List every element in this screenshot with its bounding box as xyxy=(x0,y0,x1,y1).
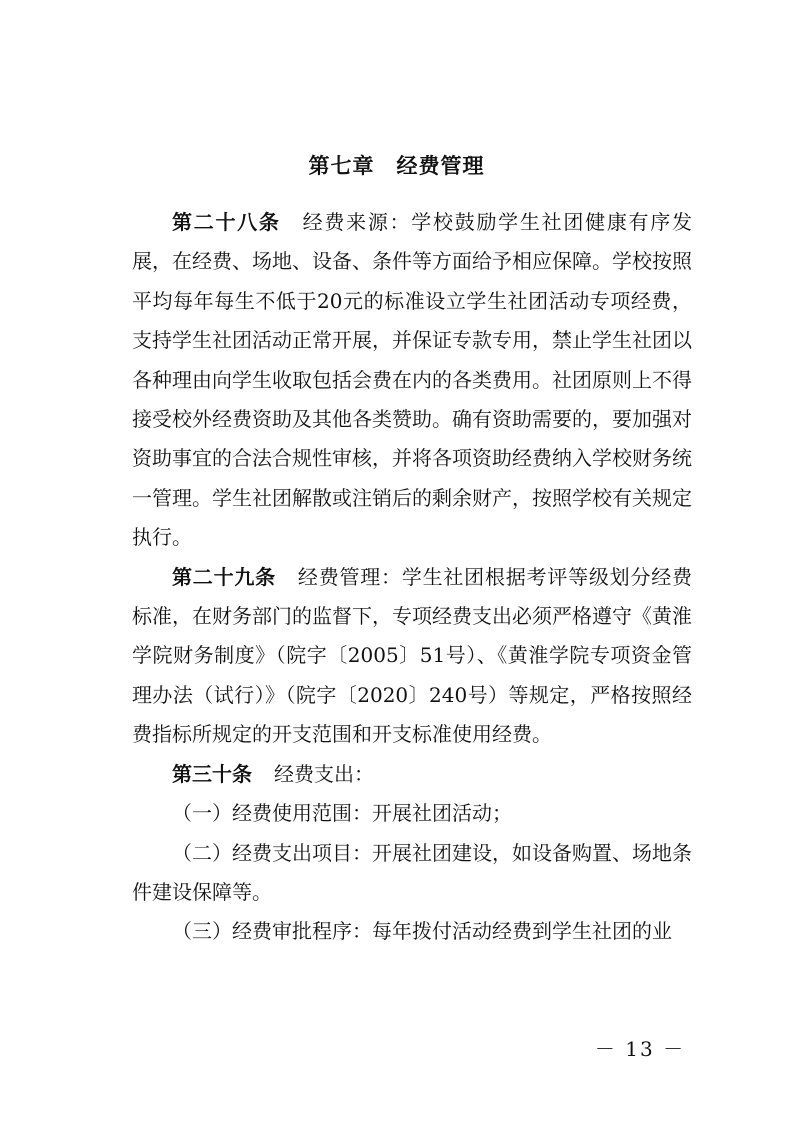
clause-1-text: （一）经费使用范围：开展社团活动； xyxy=(172,801,512,826)
clause-3-text: （三）经费审批程序：每年拨付活动经费到学生社团的业 xyxy=(172,919,672,944)
clause-1-paragraph xyxy=(132,794,692,833)
article-29-paragraph xyxy=(132,558,692,755)
clause-2-text: （二）经费支出项目：开展社团建设，如设备购置、场地条件建设保障等。 xyxy=(132,840,692,904)
article-28-paragraph xyxy=(132,203,692,558)
body-text xyxy=(132,203,692,952)
clause-3-paragraph xyxy=(132,912,692,951)
article-28-number: 第二十八条 xyxy=(172,210,281,234)
clause-2-paragraph xyxy=(132,834,692,913)
page-number: － 13 － xyxy=(594,1037,686,1061)
article-30-text: 经费支出： xyxy=(274,761,374,786)
chapter-title: 第七章 经费管理 xyxy=(308,154,485,178)
article-30-paragraph xyxy=(132,755,692,794)
article-29-text: 经费管理：学生社团根据考评等级划分经费标准，在财务部门的监督下，专项经费支出必须严格遵守《黄淮学院财务制度》（院字〔2005〕51号）、《黄淮学院专项资金管理办法（试行）》（院字〔2020〕240号）等规定，严格按照经费指标所规定的开支范围和开支标准使用经费。 xyxy=(132,564,693,747)
article-30-number: 第三十条 xyxy=(172,761,252,786)
article-29-number: 第二十九条 xyxy=(172,564,276,589)
article-28-text: 经费来源：学校鼓励学生社团健康有序发展，在经费、场地、设备、条件等方面给予相应保障。学校按照平均每年每生不低于20元的标准设立学生社团活动专项经费，支持学生社团活动正常开展，并保证专款专用，禁止学生社团以各种理由向学生收取包括会费在内的各类费用。社团原则上不得接受校外经费资助及其他各类赞助。确有资助需要的，要加强对资助事宜的合法合规性审核，并将各项资助经费纳入学校财务统一管理。学生社团解散或注销后的剩余财产，按照学校有关规定执行。 xyxy=(132,210,693,550)
